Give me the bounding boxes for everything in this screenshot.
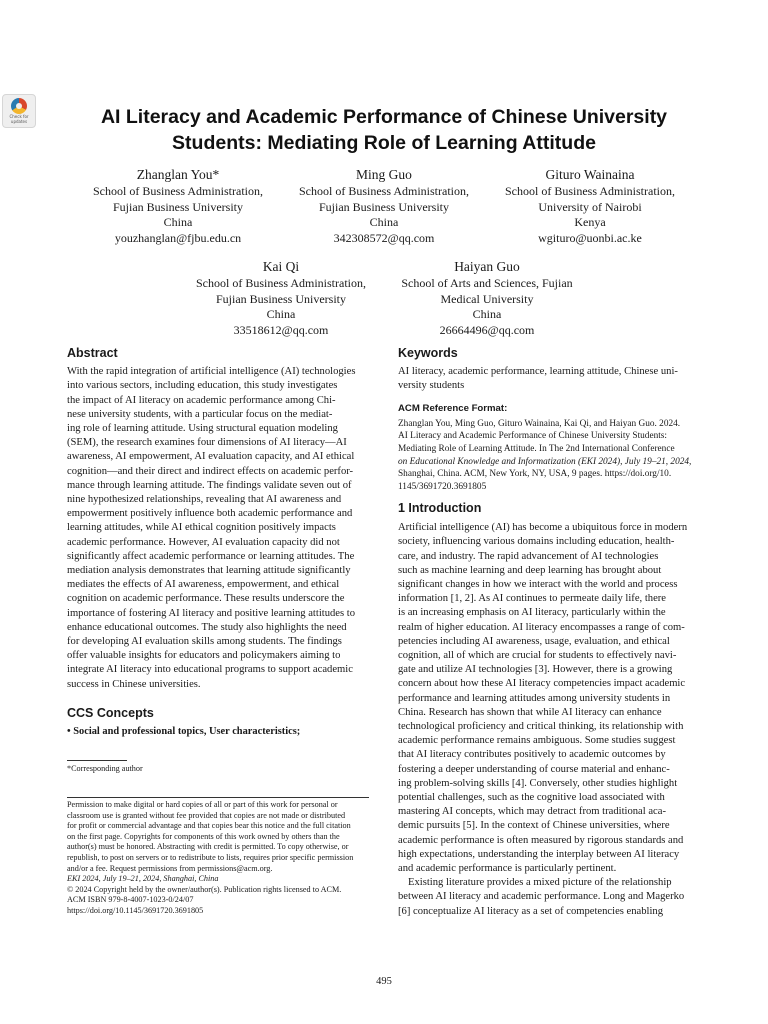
author-country: China	[369, 215, 399, 229]
author-email[interactable]: wgituro@uonbi.ac.ke	[538, 230, 642, 245]
abstract-line: awareness, AI empowerment, AI evaluation capacity, and AI ethical	[67, 451, 355, 463]
abstract-line: (SEM), the research examines four dimensions of AI literacy—AI	[67, 437, 347, 449]
author-affiliation: Medical University	[440, 291, 534, 306]
author-email[interactable]: youzhanglan@fjbu.edu.cn	[114, 230, 242, 245]
intro-line: ing problem-solving skills [4]. Conversely, other studies highlight	[398, 777, 678, 789]
intro-line: potential challenges, such as the cognitive load associated with	[398, 792, 665, 804]
intro-line: Artificial intelligence (AI) has become a ubiquitous force in modern	[398, 522, 688, 534]
reference-line: Zhanglan You, Ming Guo, Gituro Wainaina, Kai Qi, and Haiyan Guo. 2024.	[398, 418, 681, 429]
abstract-line: mance through learning attitude. The findings validate seven out of	[67, 479, 352, 491]
abstract-line: academic performance. However, AI evaluation capacity did not	[67, 536, 340, 548]
reference-format	[398, 418, 701, 494]
reference-line: Mediating Role of Learning Attitude. In The 2nd International Conference	[398, 444, 675, 454]
left-column	[67, 346, 369, 692]
abstract-line: for developing AI evaluation skills among students. The findings	[67, 636, 342, 648]
page-number: 495	[376, 976, 392, 987]
permission-line: author(s) must be honored. Abstracting with credit is permitted. To copy otherwise, or	[67, 842, 349, 852]
author-affiliation: School of Business Administration,	[92, 184, 263, 198]
intro-line: cognition, all of which are crucial for students to effectively navi-	[398, 650, 677, 662]
author-affiliation: Fujian Business University	[112, 199, 243, 214]
abstract-line: offer valuable insights for educators and policymakers aiming to	[67, 650, 341, 662]
author-country: China	[266, 307, 296, 321]
abstract-line: cognition on academic performance. These results underscore the	[67, 593, 345, 605]
keywords-line: versity students	[398, 380, 465, 392]
reference-line[interactable]: 1145/3691720.3691805	[398, 481, 487, 492]
abstract-line: mediation analysis demonstrates that learning attitude significantly	[67, 565, 351, 577]
abstract-line: the impact of AI literacy on academic performance among Chi-	[67, 394, 336, 406]
intro-line: China. Research has shown that while AI literacy can enhance	[398, 706, 662, 718]
intro-line: high expectations, understanding the interplay between AI literacy	[398, 848, 680, 860]
ccs-section	[67, 706, 369, 739]
footnote-rule	[67, 760, 127, 761]
permission-notice	[67, 800, 369, 917]
permission-line: and/or a fee. Request permissions from permissions@acm.org.	[67, 863, 273, 873]
introduction-heading: 1 Introduction	[398, 501, 482, 515]
copyright-line: © 2024 Copyright held by the owner/author(s). Publication rights licensed to ACM.	[67, 884, 342, 894]
reference-line: Shanghai, China. ACM, New York, NY, USA, 9 pages. https://doi.org/10.	[398, 469, 672, 480]
author-affiliation: School of Business Administration,	[504, 184, 675, 198]
intro-line: is an increasing emphasis on AI literacy, particularly within the	[398, 607, 666, 619]
abstract-line: empowerment positively influence both academic performance and	[67, 508, 353, 520]
intro-line: that AI literacy contributes positively to academic outcomes by	[398, 749, 666, 761]
abstract-line: into various sectors, including education, this study investigates	[67, 380, 338, 392]
author-name: Kai Qi	[262, 259, 300, 274]
right-column	[398, 346, 701, 493]
abstract-body	[67, 365, 369, 692]
author-affiliation: University of Nairobi	[538, 199, 642, 214]
author-affiliation: School of Business Administration,	[195, 276, 366, 290]
abstract-line: learning attitudes, while AI ethical cognition positively impacts	[67, 522, 336, 534]
keywords-line: AI literacy, academic performance, learning attitude, Chinese uni-	[398, 366, 678, 378]
intro-line: significant changes in how we interact with the world and process	[398, 579, 678, 591]
permission-line: Permission to make digital or hard copies of all or part of this work for personal or	[67, 800, 338, 809]
permission-line: republish, to post on servers or to redistribute to lists, requires prior specific permission	[67, 852, 354, 862]
intro-line: fostering a deeper understanding of course material and enhanc-	[398, 763, 670, 775]
title-line-1: AI Literacy and Academic Performance of Chinese University	[100, 106, 668, 128]
abstract-line: cognition—and their direct and indirect effects on academic perfor-	[67, 465, 354, 477]
isbn-line: ACM ISBN 979-8-4007-1023-0/24/07	[67, 895, 194, 905]
abstract-line: importance of fostering AI literacy and positive learning attitudes to	[67, 607, 356, 619]
intro-line: care, and industry. The rapid advancement of AI technologies	[398, 550, 659, 562]
intro-line: academic performance is often measured by rigorous standards and	[398, 834, 684, 846]
permission-line: for profit or commercial advantage and that copies bear this notice and the full citation	[67, 821, 351, 831]
corresponding-author-note: *Corresponding author	[67, 764, 143, 773]
keywords-heading: Keywords	[398, 346, 458, 360]
abstract-heading: Abstract	[67, 346, 118, 360]
author-country: China	[163, 215, 193, 229]
abstract-line: significantly affect academic performance or learning attitudes. The	[67, 550, 355, 562]
author-name: Ming Guo	[356, 167, 412, 182]
author-affiliation: School of Business Administration,	[298, 184, 469, 198]
reference-line: AI Literacy and Academic Performance of Chinese University Students:	[398, 431, 668, 442]
author-email[interactable]: 26664496@qq.com	[439, 322, 535, 337]
intro-line: information [1, 2]. As AI continues to permeate daily life, there	[398, 593, 667, 605]
intro-line: technological proficiency and critical thinking, its relationship with	[398, 721, 684, 733]
title-line-2: Students: Mediating Role of Learning Attitude	[172, 132, 596, 154]
intro-line: and academic performance is particularly pertinent.	[398, 863, 617, 875]
abstract-line: mediates the effects of AI awareness, empowerment, and ethical	[67, 579, 340, 591]
author-affiliation: Fujian Business University	[215, 291, 346, 306]
ccs-heading: CCS Concepts	[67, 706, 154, 720]
permission-rule	[67, 797, 369, 798]
intro-line: petencies including AI awareness, usage, evaluation, and ethical	[398, 635, 670, 647]
author-name: Zhanglan You*	[136, 167, 220, 182]
introduction-body	[398, 521, 701, 919]
intro-line: concern about how these AI literacy competencies impact academic	[398, 678, 686, 690]
intro-line: gate and utilize AI technologies [3]. However, there is a growing	[398, 664, 673, 676]
intro-line: [6] conceptualize AI literacy as a set of competencies enabling	[398, 905, 664, 917]
introduction-section	[398, 501, 701, 919]
intro-line: academic performance remains ambiguous. Some studies suggest	[398, 735, 676, 747]
ccs-concepts[interactable]: • Social and professional topics, User characteristics;	[67, 726, 301, 738]
author-affiliation: School of Arts and Sciences, Fujian	[401, 276, 573, 290]
author-block	[381, 258, 593, 338]
author-block	[484, 166, 696, 246]
permission-line: on the first page. Copyrights for components of this work owned by others than the	[67, 831, 340, 841]
abstract-line: enhance educational outcomes. The study also highlights the need	[67, 621, 347, 633]
paper-title	[0, 104, 768, 156]
reference-line: on Educational Knowledge and Informatization (EKI 2024), July 19–21, 2024,	[398, 456, 692, 467]
author-name: Gituro Wainaina	[545, 167, 635, 182]
conference-info: EKI 2024, July 19–21, 2024, Shanghai, China	[67, 874, 219, 884]
author-block	[278, 166, 490, 246]
abstract-line: nine hypothesized relationships, revealing that AI awareness and	[67, 494, 342, 506]
abstract-line: success in Chinese universities.	[67, 678, 201, 690]
abstract-line: nese university students, with a particular focus on the mediat-	[67, 408, 333, 420]
abstract-line: integrate AI literacy into educational programs to support academic	[67, 664, 353, 676]
author-affiliation: Fujian Business University	[318, 199, 449, 214]
intro-line: demic pursuits [5]. In the context of Chinese universities, where	[398, 820, 670, 832]
doi-link[interactable]: https://doi.org/10.1145/3691720.3691805	[67, 905, 204, 915]
author-country: China	[472, 307, 502, 321]
intro-line: performance and learning attitudes among university students in	[398, 692, 671, 704]
keywords-body	[398, 365, 701, 393]
intro-line: society, influencing various domains including education, health-	[398, 536, 675, 548]
intro-line: such as machine learning and deep learning has brought about	[398, 564, 662, 576]
author-block	[72, 166, 284, 246]
intro-line: between AI literacy and academic performance. Long and Magerko	[398, 891, 685, 903]
author-name: Haiyan Guo	[454, 259, 520, 274]
abstract-line: With the rapid integration of artificial intelligence (AI) technologies	[67, 366, 356, 378]
author-block	[175, 258, 387, 338]
author-email[interactable]: 33518612@qq.com	[233, 322, 329, 337]
abstract-line: ing role of learning attitude. Using structural equation modeling	[67, 423, 338, 435]
badge-label: Check for updates	[9, 114, 29, 124]
reference-heading: ACM Reference Format:	[398, 402, 508, 414]
intro-line: Existing literature provides a mixed picture of the relationship	[408, 877, 672, 889]
intro-line: realm of higher education. AI literacy encompasses a range of com-	[398, 621, 685, 633]
author-email[interactable]: 342308572@qq.com	[333, 230, 435, 245]
permission-line: classroom use is granted without fee provided that copies are not made or distributed	[67, 810, 346, 820]
intro-line: mastering AI concepts, which may detract from traditional aca-	[398, 806, 666, 818]
author-country: Kenya	[574, 215, 606, 229]
